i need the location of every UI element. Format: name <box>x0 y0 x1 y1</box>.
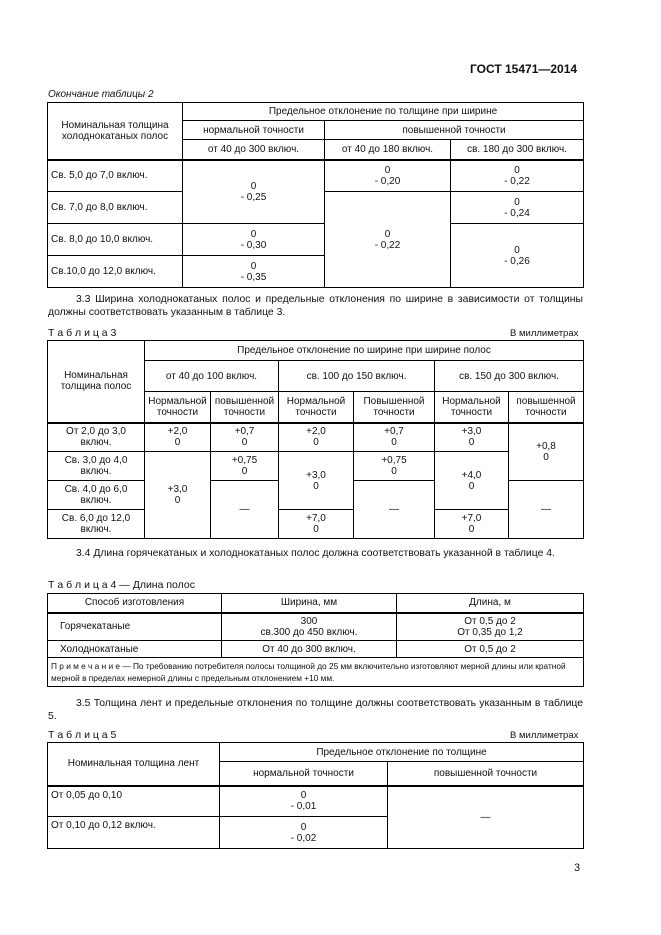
table3-high-1: повышенной точности <box>211 392 279 423</box>
note-label: П р и м е ч а н и е <box>51 661 121 671</box>
table5-cell: 0 - 0,01 <box>220 786 388 817</box>
paragraph-3-5: 3.5 Толщина лент и предельные отклонения по толщине должны соответствовать указанным в таблице 5. <box>48 698 583 722</box>
table-row: Св.10,0 до 12,0 включ. <box>48 256 183 288</box>
table3-cell: +0,75 0 <box>211 452 279 481</box>
table-row: От 0,05 до 0,10 <box>48 786 220 817</box>
table-row: Св. 4,0 до 6,0 включ. <box>48 481 145 510</box>
table-4 <box>47 593 584 687</box>
table2-cell: 0 - 0,30 <box>183 224 325 256</box>
table2-normal-head: нормальной точности <box>183 121 325 140</box>
table3-cell: — <box>211 481 279 539</box>
table-row: От 2,0 до 3,0 включ. <box>48 423 145 452</box>
table2-range-high2: св. 180 до 300 включ. <box>451 140 584 160</box>
table-row: Св. 6,0 до 12,0 включ. <box>48 510 145 539</box>
table3-cell: +3,0 0 <box>145 452 211 539</box>
table2-cell: 0 - 0,26 <box>451 224 584 288</box>
table5-caption: Т а б л и ц а 5 <box>48 729 117 741</box>
table4-cell: От 40 до 300 включ. <box>222 641 397 658</box>
table3-cell: +0,75 0 <box>354 452 435 481</box>
table3-width2: св. 100 до 150 включ. <box>279 361 435 392</box>
table3-high-2: Повышенной точности <box>354 392 435 423</box>
table-3 <box>47 340 584 539</box>
table4-caption: Т а б л и ц а 4 — Длина полос <box>48 579 195 591</box>
table3-high-3: повышенной точности <box>509 392 584 423</box>
note-text: — По требованию потребителя полосы толщиной до 25 мм включительно изготовляют мерной длины или кратной мерной в пределах немерной длины с предельным отклонением +10 мм. <box>51 661 566 683</box>
table3-group-head: Предельное отклонение по ширине при ширине полос <box>145 341 584 361</box>
table3-cell: +7,0 0 <box>279 510 354 539</box>
table3-normal-3: Нормальной точности <box>435 392 509 423</box>
table5-cell: — <box>388 786 584 849</box>
table4-head-method: Способ изготовления <box>48 594 222 613</box>
table3-caption: Т а б л и ц а 3 <box>48 327 117 339</box>
table-row: От 0,10 до 0,12 включ. <box>48 817 220 849</box>
table2-cell: 0 - 0,22 <box>325 192 451 288</box>
table3-cell: — <box>354 481 435 539</box>
table3-width1: от 40 до 100 включ. <box>145 361 279 392</box>
table3-cell: +2,0 0 <box>145 423 211 452</box>
table5-units: В миллиметрах <box>510 730 579 741</box>
page-number: 3 <box>574 862 581 874</box>
table2-caption: Окончание таблицы 2 <box>48 89 154 100</box>
table-row: Св. 3,0 до 4,0 включ. <box>48 452 145 481</box>
table4-cell: От 0,5 до 2 От 0,35 до 1,2 <box>397 613 584 641</box>
table2-group-head: Предельное отклонение по толщине при ширине <box>183 103 584 121</box>
table2-cell: 0 - 0,25 <box>183 160 325 224</box>
table4-note <box>48 658 584 687</box>
table2-cell: 0 - 0,35 <box>183 256 325 288</box>
table3-cell: +0,8 0 <box>509 423 584 481</box>
table3-cell: +3,0 0 <box>435 423 509 452</box>
table-row: Горячекатаные <box>48 613 222 641</box>
table2-cell: 0 - 0,22 <box>451 160 584 192</box>
table4-head-width: Ширина, мм <box>222 594 397 613</box>
table2-range-normal: от 40 до 300 включ. <box>183 140 325 160</box>
table3-cell: — <box>509 481 584 539</box>
table3-width3: св. 150 до 300 включ. <box>435 361 584 392</box>
table4-head-length: Длина, м <box>397 594 584 613</box>
table3-normal-2: Нормальной точности <box>279 392 354 423</box>
table3-col-head: Номинальная толщина полос <box>48 341 145 423</box>
table3-cell: +0,7 0 <box>354 423 435 452</box>
paragraph-3-3: 3.3 Ширина холоднокатаных полос и предельные отклонения по ширине в зависимости от толщины должны соответствовать указанным в таблице 3. <box>48 294 583 318</box>
table5-normal-head: нормальной точности <box>220 762 388 786</box>
table3-cell: +0,7 0 <box>211 423 279 452</box>
table2-cell: 0 - 0,24 <box>451 192 584 224</box>
document-code: ГОСТ 15471—2014 <box>470 62 578 76</box>
table3-units: В миллиметрах <box>510 328 579 339</box>
table-2 <box>47 102 584 288</box>
table-row: Холоднокатаные <box>48 641 222 658</box>
table5-cell: 0 - 0,02 <box>220 817 388 849</box>
table-row: Св. 5,0 до 7,0 включ. <box>48 160 183 192</box>
table2-high-head: повышенной точности <box>325 121 584 140</box>
table2-col-head: Номинальная толщина холоднокатаных полос <box>48 103 183 160</box>
table-row: Св. 7,0 до 8,0 включ. <box>48 192 183 224</box>
table2-cell: 0 - 0,20 <box>325 160 451 192</box>
table2-range-high1: от 40 до 180 включ. <box>325 140 451 160</box>
table4-cell: От 0,5 до 2 <box>397 641 584 658</box>
table3-cell: +4,0 0 <box>435 452 509 510</box>
table-5 <box>47 742 584 849</box>
table5-group-head: Предельное отклонение по толщине <box>220 743 584 762</box>
table-row: Св. 8,0 до 10,0 включ. <box>48 224 183 256</box>
table4-cell: 300 св.300 до 450 включ. <box>222 613 397 641</box>
table5-col-head: Номинальная толщина лент <box>48 743 220 786</box>
paragraph-3-4: 3.4 Длина горячекатаных и холоднокатаных полос должна соответствовать указанной в таблице 4. <box>76 548 555 559</box>
table3-cell: +7,0 0 <box>435 510 509 539</box>
table5-high-head: повышенной точности <box>388 762 584 786</box>
table3-cell: +2,0 0 <box>279 423 354 452</box>
table3-cell: +3,0 0 <box>279 452 354 510</box>
table3-normal-1: Нормальной точности <box>145 392 211 423</box>
